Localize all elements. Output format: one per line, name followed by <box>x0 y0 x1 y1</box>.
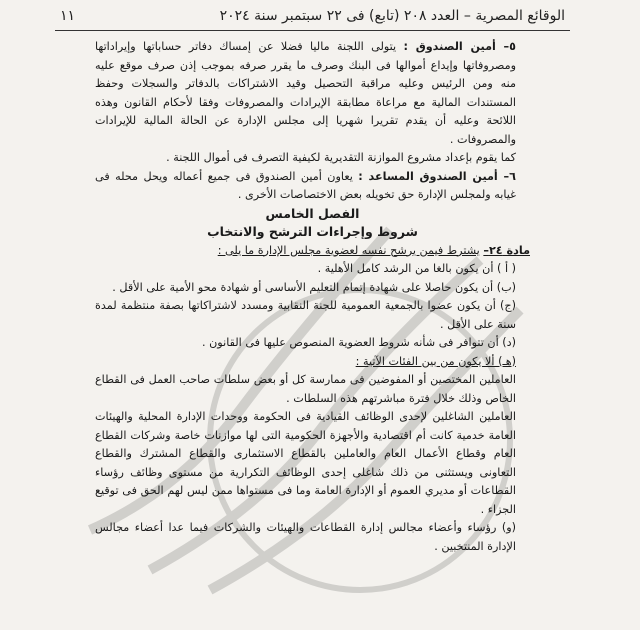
treasurer-text: يتولى اللجنة ماليا فضلا عن إمساك دفاتر حساباتها وإيراداتها ومصروفاتها وإيداع أموالها فى البنك وصرف ما يقرر صرفه بموجب إذن صرف موقع عليه منه ومن الرئيس وعليه مراقبة التحصيل وقيد الاشتراكات بالدفاتر والسجلات وحفظ المستندات المالية مع مراعاة مطابقة الإيرادات والمصروفات وفقا لأحكام القانون وهذه اللائحة وعليه أن يقدم تقريرا شهريا إلى مجلس الإدارة عن الحالة المالية للإيرادات والمصروفات . <box>95 40 516 146</box>
item-d: (د) أن تتوافر فى شأنه شروط العضوية المنصوص عليها فى القانون . <box>201 336 516 349</box>
page-header <box>60 8 565 24</box>
article-24 <box>95 242 530 261</box>
item-h-detail-1: العاملين المختصين أو المفوضين فى ممارسة كل أو بعض سلطات صاحب العمل فى القطاع الخاص وذلك خلال فترة مباشرتهم هذه السلطات . <box>95 373 516 405</box>
item-b: (ب) أن يكون حاصلا على شهادة إتمام التعليم الأساسى أو شهادة محو الأمية على الأقل . <box>112 280 516 294</box>
paragraph-treasurer <box>95 38 530 149</box>
article-label: مادة ٢٤– <box>483 243 530 257</box>
item-h-detail-2: العاملين الشاغلين لإحدى الوظائف القيادية فى الحكومة ووحدات الإدارة المحلية والهيئات العامة خدمية كانت أم اقتصادية والأجهزة الحكومية التى لها موازنات خاصة وشركات القطاع العام وقطاع الأعمال العام والعاملين بالقطاع الاستثمارى والقطاع المشترك والقطاع التعاونى ويستثنى من ذلك شاغلى إحدى الوظائف التكرارية من مستوى وظائف رؤساء القطاعات أو مديري العموم أو الإدارة العامة وما فى مستواها ممن ليس لهم الحق فى توقيع الجزاء . <box>95 410 516 516</box>
paragraph-assistant-treasurer <box>95 168 530 205</box>
paragraph-budget: كما يقوم بإعداد مشروع الموازنة التقديرية لكيفية التصرف فى أموال اللجنة . <box>166 151 516 164</box>
header-divider <box>55 30 570 31</box>
header-title: الوقائع المصرية – العدد ٢٠٨ (تابع) فى ٢٢ سبتمبر سنة ٢٠٢٤ <box>219 8 565 24</box>
document-body <box>95 38 530 556</box>
item-h: (هـ) ألا يكون من بين الفئات الآتية : <box>355 354 516 368</box>
section-title: شروط وإجراءات الترشح والانتخاب <box>207 224 418 239</box>
article-text: يشترط فيمن يرشح نفسه لعضوية مجلس الإدارة ما يلى : <box>217 243 480 257</box>
page-number: ١١ <box>60 8 76 24</box>
assistant-treasurer-label: ٦– أمين الصندوق المساعد : <box>358 169 516 183</box>
item-a: ( أ ) أن يكون بالغا من الرشد كامل الأهلية . <box>317 262 516 275</box>
item-w: (و) رؤساء وأعضاء مجالس إدارة القطاعات والهيئات والشركات فيما عدا أعضاء مجالس الإدارة المنتخبين . <box>95 521 516 553</box>
item-c: (ج) أن يكون عضوا بالجمعية العمومية للجنة النقابية ومسدد لاشتراكاتها بصفة منتظمة لمدة سنة على الأقل . <box>95 299 516 331</box>
treasurer-label: ٥– أمين الصندوق : <box>403 40 516 53</box>
chapter-title: الفصل الخامس <box>265 205 360 221</box>
assistant-treasurer-text: يعاون أمين الصندوق فى جميع أعماله ويحل محله فى غيابه ولمجلس الإدارة حق تخويله بعض الاختصاصات الأخرى . <box>95 169 516 201</box>
